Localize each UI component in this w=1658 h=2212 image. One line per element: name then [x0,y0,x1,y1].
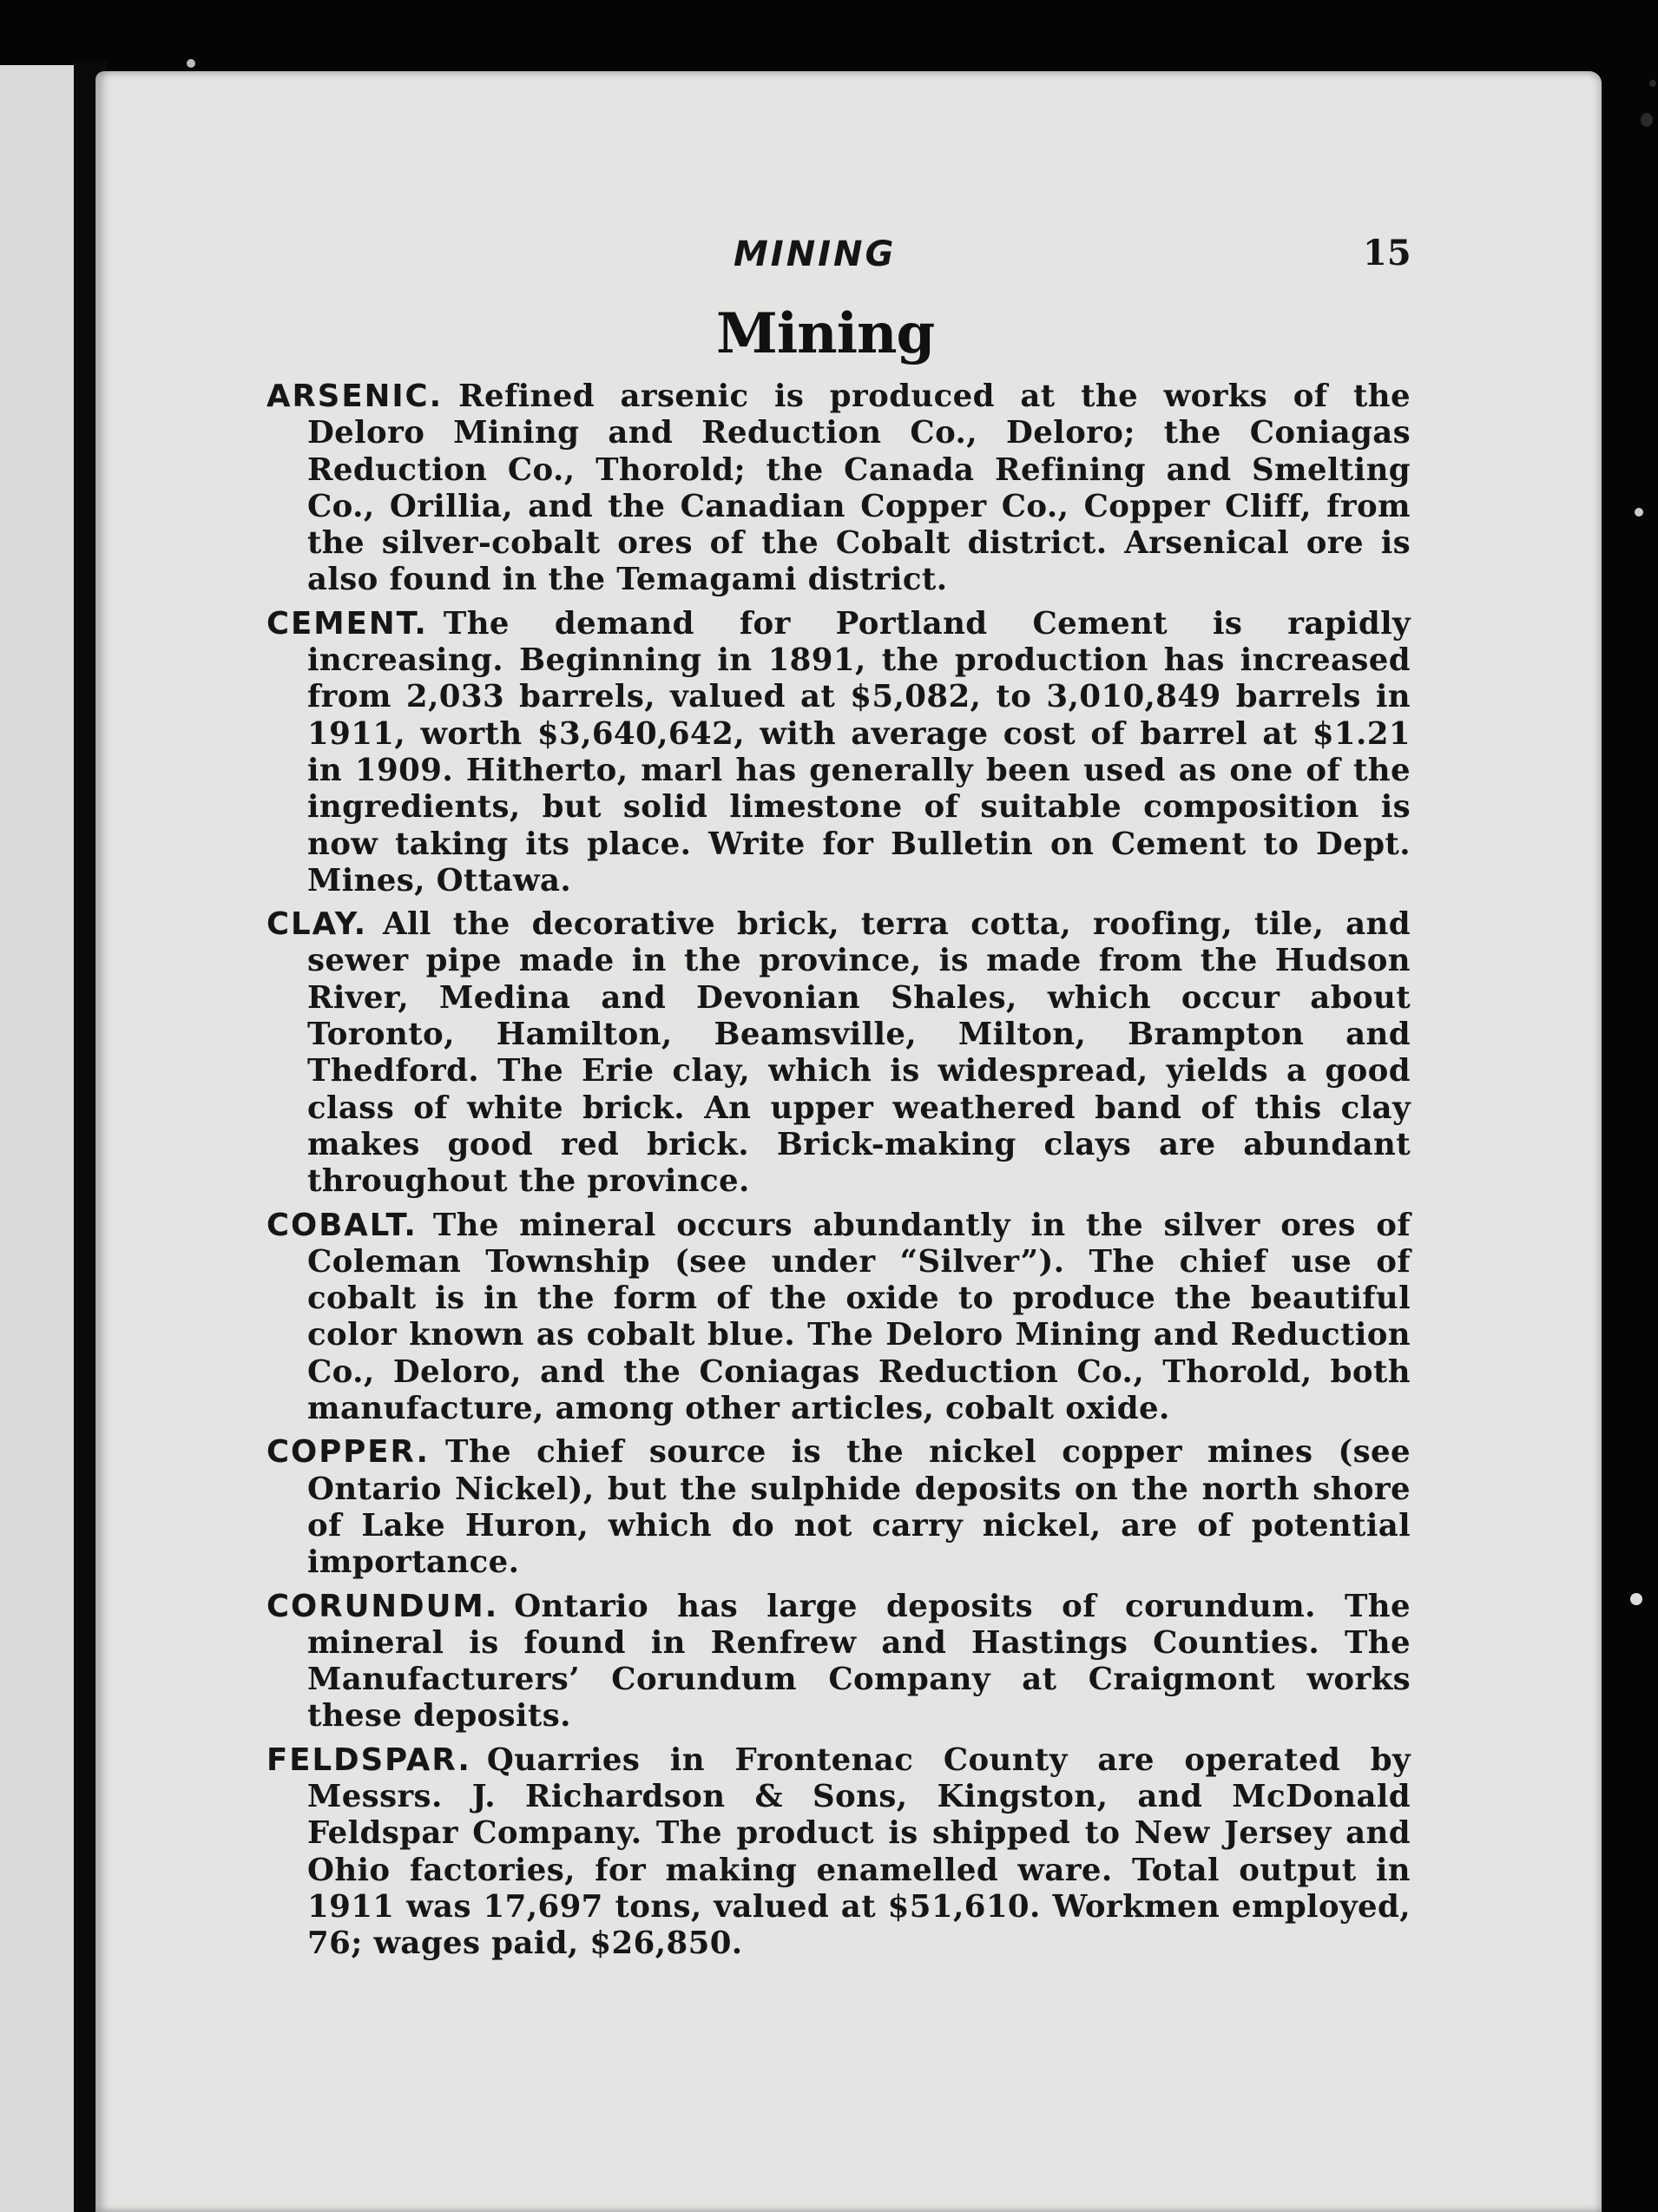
entry-copper [266,1434,1411,1581]
entry-term: COBALT. [266,1207,418,1243]
entry-text: All the decorative brick, terra cotta, roofing, tile, and sewer pipe made in the province, is made from the Hudson River, Medina and Devonian Shales, which occur about Toronto, Hamilton, Beamsville, Milton, Brampton and Thedford. The Erie clay, which is widespread, yields a good class of white brick. An upper weathered band of this clay makes good red brick. Brick-making clays are abundant throughout the province. [307,906,1411,1200]
running-title: MINING [734,234,897,274]
entry-text: The chief source is the nickel copper mines (see Ontario Nickel), but the sulphide deposits on the north shore of Lake Huron, which do not carry nickel, are of potential importance. [307,1434,1411,1581]
entry-term: CEMENT. [266,605,428,642]
entry-text: Quarries in Frontenac County are operated by Messrs. J. Richardson & Sons, Kingston, and McDonald Feldspar Company. The product is shipped to New Jersey and Ohio factories, for making enamelled ware. Total output in 1911 was 17,697 tons, valued at $51,610. Workmen employed, 76; wages paid, $26,850. [307,1741,1411,1962]
entry-text: The mineral occurs abundantly in the silver ores of Coleman Township (see under “Silver”). The chief use of cobalt is in the form of the oxide to produce the beautiful color known as cobalt blue. The Deloro Mining and Reduction Co., Deloro, and the Coniagas Reduction Co., Thorold, both manufacture, among other articles, cobalt oxide. [307,1207,1411,1427]
entry-text: The demand for Portland Cement is rapidly increasing. Beginning in 1891, the production has increased from 2,033 barrels, valued at $5,082, to 3,010,849 barrels in 1911, worth $3,640,642, with average cost of barrel at $1.21 in 1909. Hitherto, marl has generally been used as one of the ingredients, but solid limestone of suitable composition is now taking its place. Write for Bulletin on Cement to Dept. Mines, Ottawa. [307,605,1411,899]
scan-speck [1641,113,1653,127]
entry-term: COPPER. [266,1434,430,1471]
entry-feldspar [266,1742,1411,1963]
entry-text: Ontario has large deposits of corundum. The mineral is found in Renfrew and Hastings Counties. The Manufacturers’ Corundum Company at Craigmont works these deposits. [307,1588,1411,1735]
entry-cement [266,606,1411,899]
entry-term: CORUNDUM. [266,1588,499,1624]
entry-text: Refined arsenic is produced at the works of the Deloro Mining and Reduction Co., Deloro; the Coniagas Reduction Co., Thorold; the Canada Refining and Smelting Co., Orillia, and the Canadian Copper Co., Copper Cliff, from the silver-cobalt ores of the Cobalt district. Arsenical ore is also found in the Temagami district. [307,379,1411,598]
entry-clay [266,906,1411,1200]
facing-page-edge [0,65,74,2212]
scan-speck [1649,80,1656,87]
entry-cobalt [266,1208,1411,1428]
scan-speck [1635,508,1643,517]
entry-term: FELDSPAR. [266,1741,471,1778]
entry-term: CLAY. [266,906,368,943]
scan-speck [1630,1593,1642,1605]
page-number: 15 [1363,233,1411,273]
entry-arsenic [266,379,1411,599]
entry-corundum [266,1589,1411,1735]
mineral-entries [266,379,1411,1969]
section-heading: Mining [716,301,935,366]
entry-term: ARSENIC. [266,379,444,414]
scan-speck [187,59,195,68]
